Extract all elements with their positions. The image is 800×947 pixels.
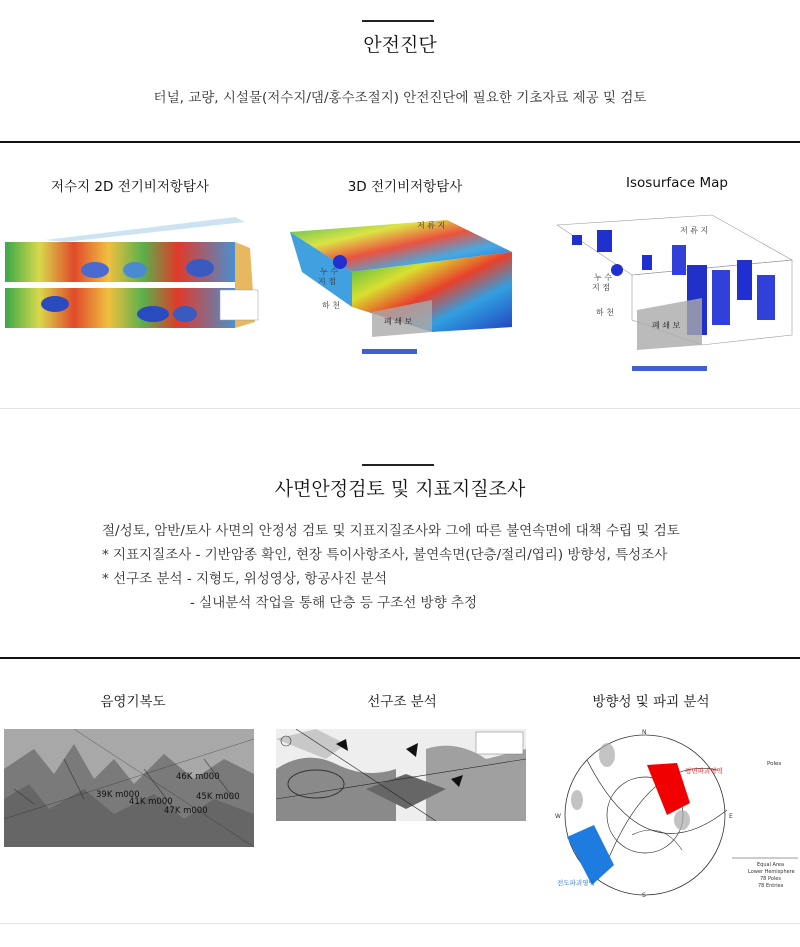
item-isosurface-title: Isosurface Map bbox=[626, 175, 728, 191]
section2-line-2: * 지표지질조사 - 기반암종 확인, 현장 특이사항조사, 불연속면(단층/절리/엽리) 방향성, 특성조사 bbox=[102, 547, 668, 563]
south-label: S bbox=[642, 892, 646, 899]
section2-bottom-divider bbox=[0, 923, 800, 924]
toppling-failure-label: 전도파괴영역 bbox=[557, 879, 595, 887]
poles-label: Poles bbox=[767, 761, 782, 767]
leak-point-label-3d: 지 점 bbox=[318, 277, 336, 286]
plane-failure-label: 평면파괴영역 bbox=[685, 767, 723, 775]
section2-title-bar bbox=[362, 464, 434, 466]
legend-line-3: 78 Poles bbox=[760, 876, 781, 882]
item-orientation-title: 방향성 및 파괴 분석 bbox=[592, 694, 710, 710]
section2-title: 사면안정검토 및 지표지질조사 bbox=[274, 478, 526, 500]
isosurface-map-image bbox=[552, 210, 800, 380]
relief-label-1: 39K m000 bbox=[96, 790, 140, 800]
item-3d-resistivity-title: 3D 전기비저항탐사 bbox=[347, 179, 463, 195]
relief-label-4: 45K m000 bbox=[196, 792, 240, 802]
section2-line-3: * 선구조 분석 - 지형도, 위성영상, 항공사진 분석 bbox=[102, 571, 387, 587]
shaded-relief-image bbox=[4, 729, 254, 847]
section1-divider bbox=[0, 141, 800, 143]
river-label-iso: 하 천 bbox=[596, 308, 614, 317]
relief-label-3: 46K m000 bbox=[176, 772, 220, 782]
section1-title: 안전진단 bbox=[363, 34, 437, 56]
leak-point-label-iso: 지 점 bbox=[592, 283, 610, 292]
resistivity-3d-image bbox=[282, 212, 532, 357]
section2-description bbox=[102, 519, 680, 615]
stereonet-image bbox=[552, 725, 800, 900]
section1-title-bar bbox=[362, 20, 434, 22]
section2-line-4: - 실내분석 작업을 통해 단층 등 구조선 방향 추정 bbox=[190, 595, 477, 611]
legend-line-2: Lower Hemisphere bbox=[748, 869, 795, 875]
reservoir-label-3d: 저 류 지 bbox=[417, 221, 446, 230]
section2-divider bbox=[0, 657, 800, 659]
lineament-analysis-image bbox=[276, 729, 526, 821]
item-relief-title: 음영기복도 bbox=[100, 694, 166, 710]
weir-label-3d: 폐 쇄 보 bbox=[384, 317, 413, 326]
resistivity-2d-image bbox=[5, 212, 265, 332]
leak-label-3d: 누 수 bbox=[320, 267, 338, 276]
section1-description: 터널, 교량, 시설물(저수지/댐/홍수조절지) 안전진단에 필요한 기초자료 제공 및 검토 bbox=[153, 90, 647, 106]
legend-line-4: 78 Entries bbox=[758, 883, 784, 889]
east-label: E bbox=[729, 813, 733, 820]
section1-bottom-divider bbox=[0, 408, 800, 409]
reservoir-label-iso: 저 류 지 bbox=[680, 226, 709, 235]
leak-label-iso: 누 수 bbox=[594, 273, 612, 282]
section2-line-1: 절/성토, 암반/토사 사면의 안정성 검토 및 지표지질조사와 그에 따른 불연속면에 대책 수립 및 검토 bbox=[102, 523, 680, 539]
item-lineament-title: 선구조 분석 bbox=[367, 694, 437, 710]
river-label-3d: 하 천 bbox=[322, 301, 340, 310]
legend-line-1: Equal Area bbox=[757, 862, 785, 868]
west-label: W bbox=[555, 813, 561, 820]
relief-label-2: 41K m000 bbox=[129, 797, 173, 807]
relief-label-5: 47K m000 bbox=[164, 806, 208, 816]
item-2d-resistivity-title: 저수지 2D 전기비저항탐사 bbox=[51, 179, 209, 195]
weir-label-iso: 폐 쇄 보 bbox=[652, 321, 681, 330]
north-label: N bbox=[642, 729, 647, 736]
